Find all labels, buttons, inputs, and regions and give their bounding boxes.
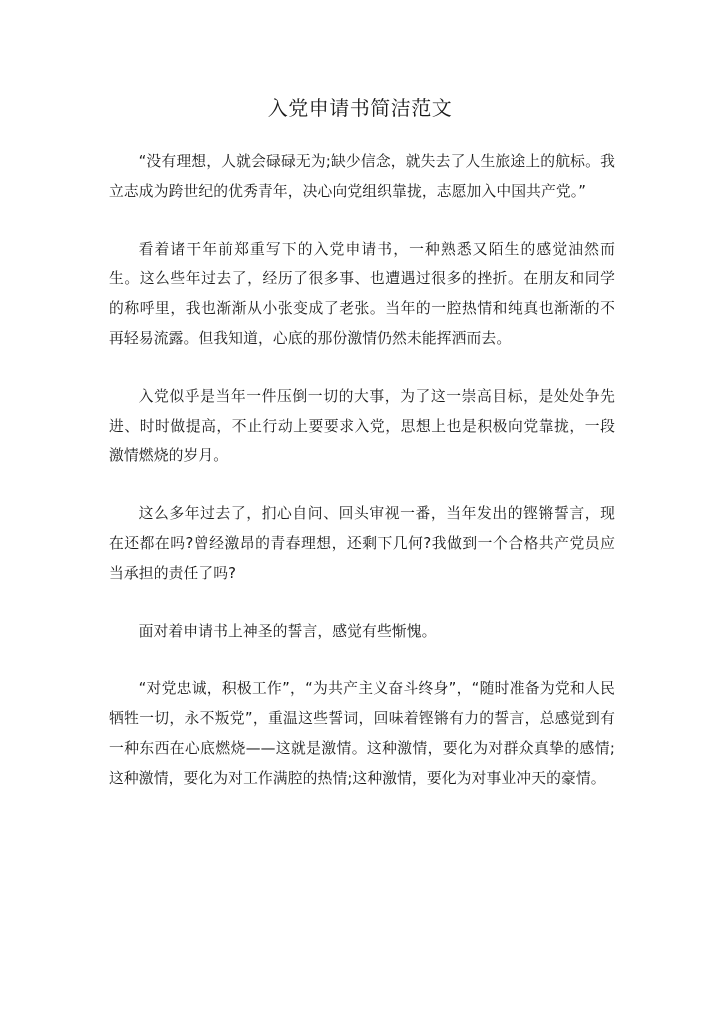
paragraph: 这么多年过去了，扪心自问、回头审视一番，当年发出的铿锵誓言，现在还都在吗?曾经激昂的青春理想，还剩下几何?我做到一个合格共产党员应当承担的责任了吗? (109, 505, 615, 582)
paragraph: 入党似乎是当年一件压倒一切的大事，为了这一崇高目标，是处处争先进、时时做提高，不止行动上要要求入党，思想上也是积极向党靠拢，一段激情燃烧的岁月。 (109, 387, 615, 465)
paragraph: “没有理想，人就会碌碌无为;缺少信念，就失去了人生旅途上的航标。我立志成为跨世纪的优秀青年，决心向党组织靠拢，志愿加入中国共产党。” (109, 153, 615, 200)
document-body (109, 147, 615, 822)
paragraph: 面对着申请书上神圣的誓言，感觉有些惭愧。 (138, 622, 437, 640)
paragraph: “对党忠诚，积极工作”，“为共产主义奋斗终身”，“随时准备为党和人民牺牲一切，永不叛党”，重温这些誓词，回味着铿锵有力的誓言，总感觉到有一种东西在心底燃烧——这就是激情。这种激情，要化为对群众真挚的感情;这种激情，要化为对工作满腔的热情;这种激情，要化为对事业冲天的豪情。 (109, 680, 615, 787)
document-title: 入党申请书简洁范文 (267, 96, 453, 120)
paragraph: 看着诸干年前郑重写下的入党申请书，一种熟悉又陌生的感觉油然而生。这么些年过去了，经历了很多事、也遭遇过很多的挫折。在朋友和同学的称呼里，我也渐渐从小张变成了老张。当年的一腔热情和纯真也渐渐的不再轻易流露。但我知道，心底的那份激情仍然未能挥洒而去。 (109, 240, 615, 347)
